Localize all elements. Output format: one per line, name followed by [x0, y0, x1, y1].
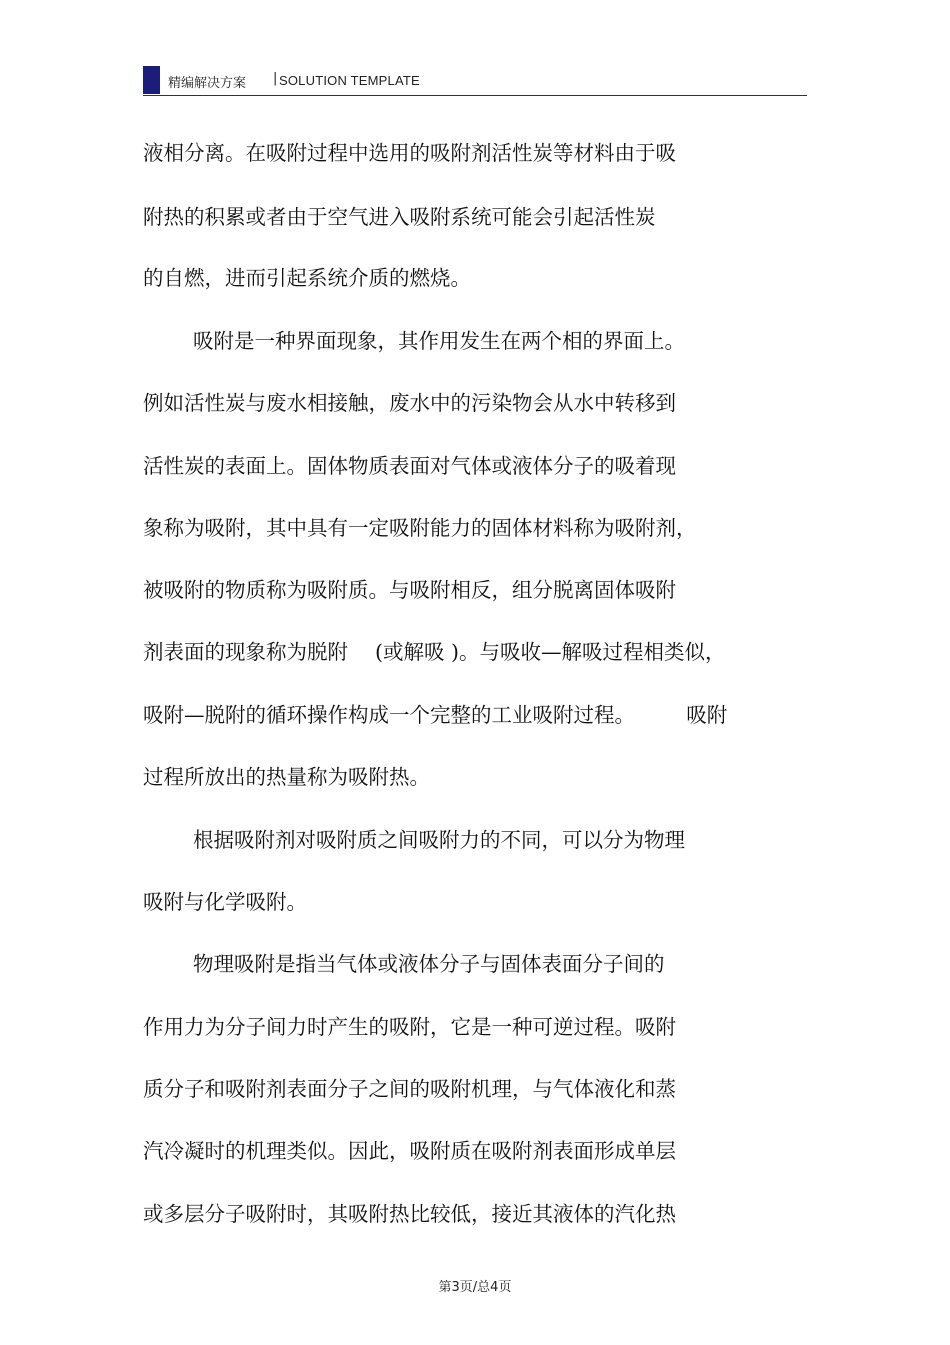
text-line: 例如活性炭与废水相接触，废水中的污染物会从水中转移到 — [143, 391, 676, 415]
text-line: 活性炭的表面上。固体物质表面对气体或液体分子的吸着现 — [143, 454, 676, 478]
header-template-label: SOLUTION TEMPLATE — [279, 73, 420, 88]
header-separator: | — [273, 71, 278, 86]
text-line: 吸附—脱附的循环操作构成一个完整的工业吸附过程。 吸附 — [143, 703, 728, 727]
text-line: 象称为吸附，其中具有一定吸附能力的固体材料称为吸附剂， — [143, 516, 697, 540]
page-number: 第3页/总4页 — [438, 1280, 512, 1295]
text-line: 作用力为分子间力时产生的吸附，它是一种可逆过程。吸附 — [143, 1015, 676, 1039]
text-line: 过程所放出的热量称为吸附热。 — [143, 765, 430, 789]
text-line: 汽冷凝时的机理类似。因此，吸附质在吸附剂表面形成单层 — [143, 1139, 676, 1163]
text-line: 质分子和吸附剂表面分子之间的吸附机理，与气体液化和蒸 — [143, 1077, 676, 1101]
text-line: 的自燃，进而引起系统介质的燃烧。 — [143, 266, 471, 290]
text-line: 被吸附的物质称为吸附质。与吸附相反，组分脱离固体吸附 — [143, 578, 676, 602]
text-line: 或多层分子吸附时，其吸附热比较低，接近其液体的汽化热 — [143, 1202, 676, 1226]
text-line: 液相分离。在吸附过程中选用的吸附剂活性炭等材料由于吸 — [143, 141, 676, 165]
header-divider — [143, 95, 807, 96]
header-brand: 精编解决方案 — [168, 76, 247, 91]
page-header — [143, 66, 807, 96]
text-line: 根据吸附剂对吸附质之间吸附力的不同，可以分为物理 — [193, 828, 685, 852]
text-line: 物理吸附是指当气体或液体分子与固体表面分子间的 — [193, 952, 665, 976]
text-line: 吸附是一种界面现象，其作用发生在两个相的界面上。 — [193, 329, 685, 353]
text-line: 附热的积累或者由于空气进入吸附系统可能会引起活性炭 — [143, 205, 656, 229]
text-line: 吸附与化学吸附。 — [143, 890, 307, 914]
logo-icon — [143, 66, 160, 94]
text-line: 剂表面的现象称为脱附 (或解吸 )。与吸收—解吸过程相类似， — [143, 640, 726, 664]
